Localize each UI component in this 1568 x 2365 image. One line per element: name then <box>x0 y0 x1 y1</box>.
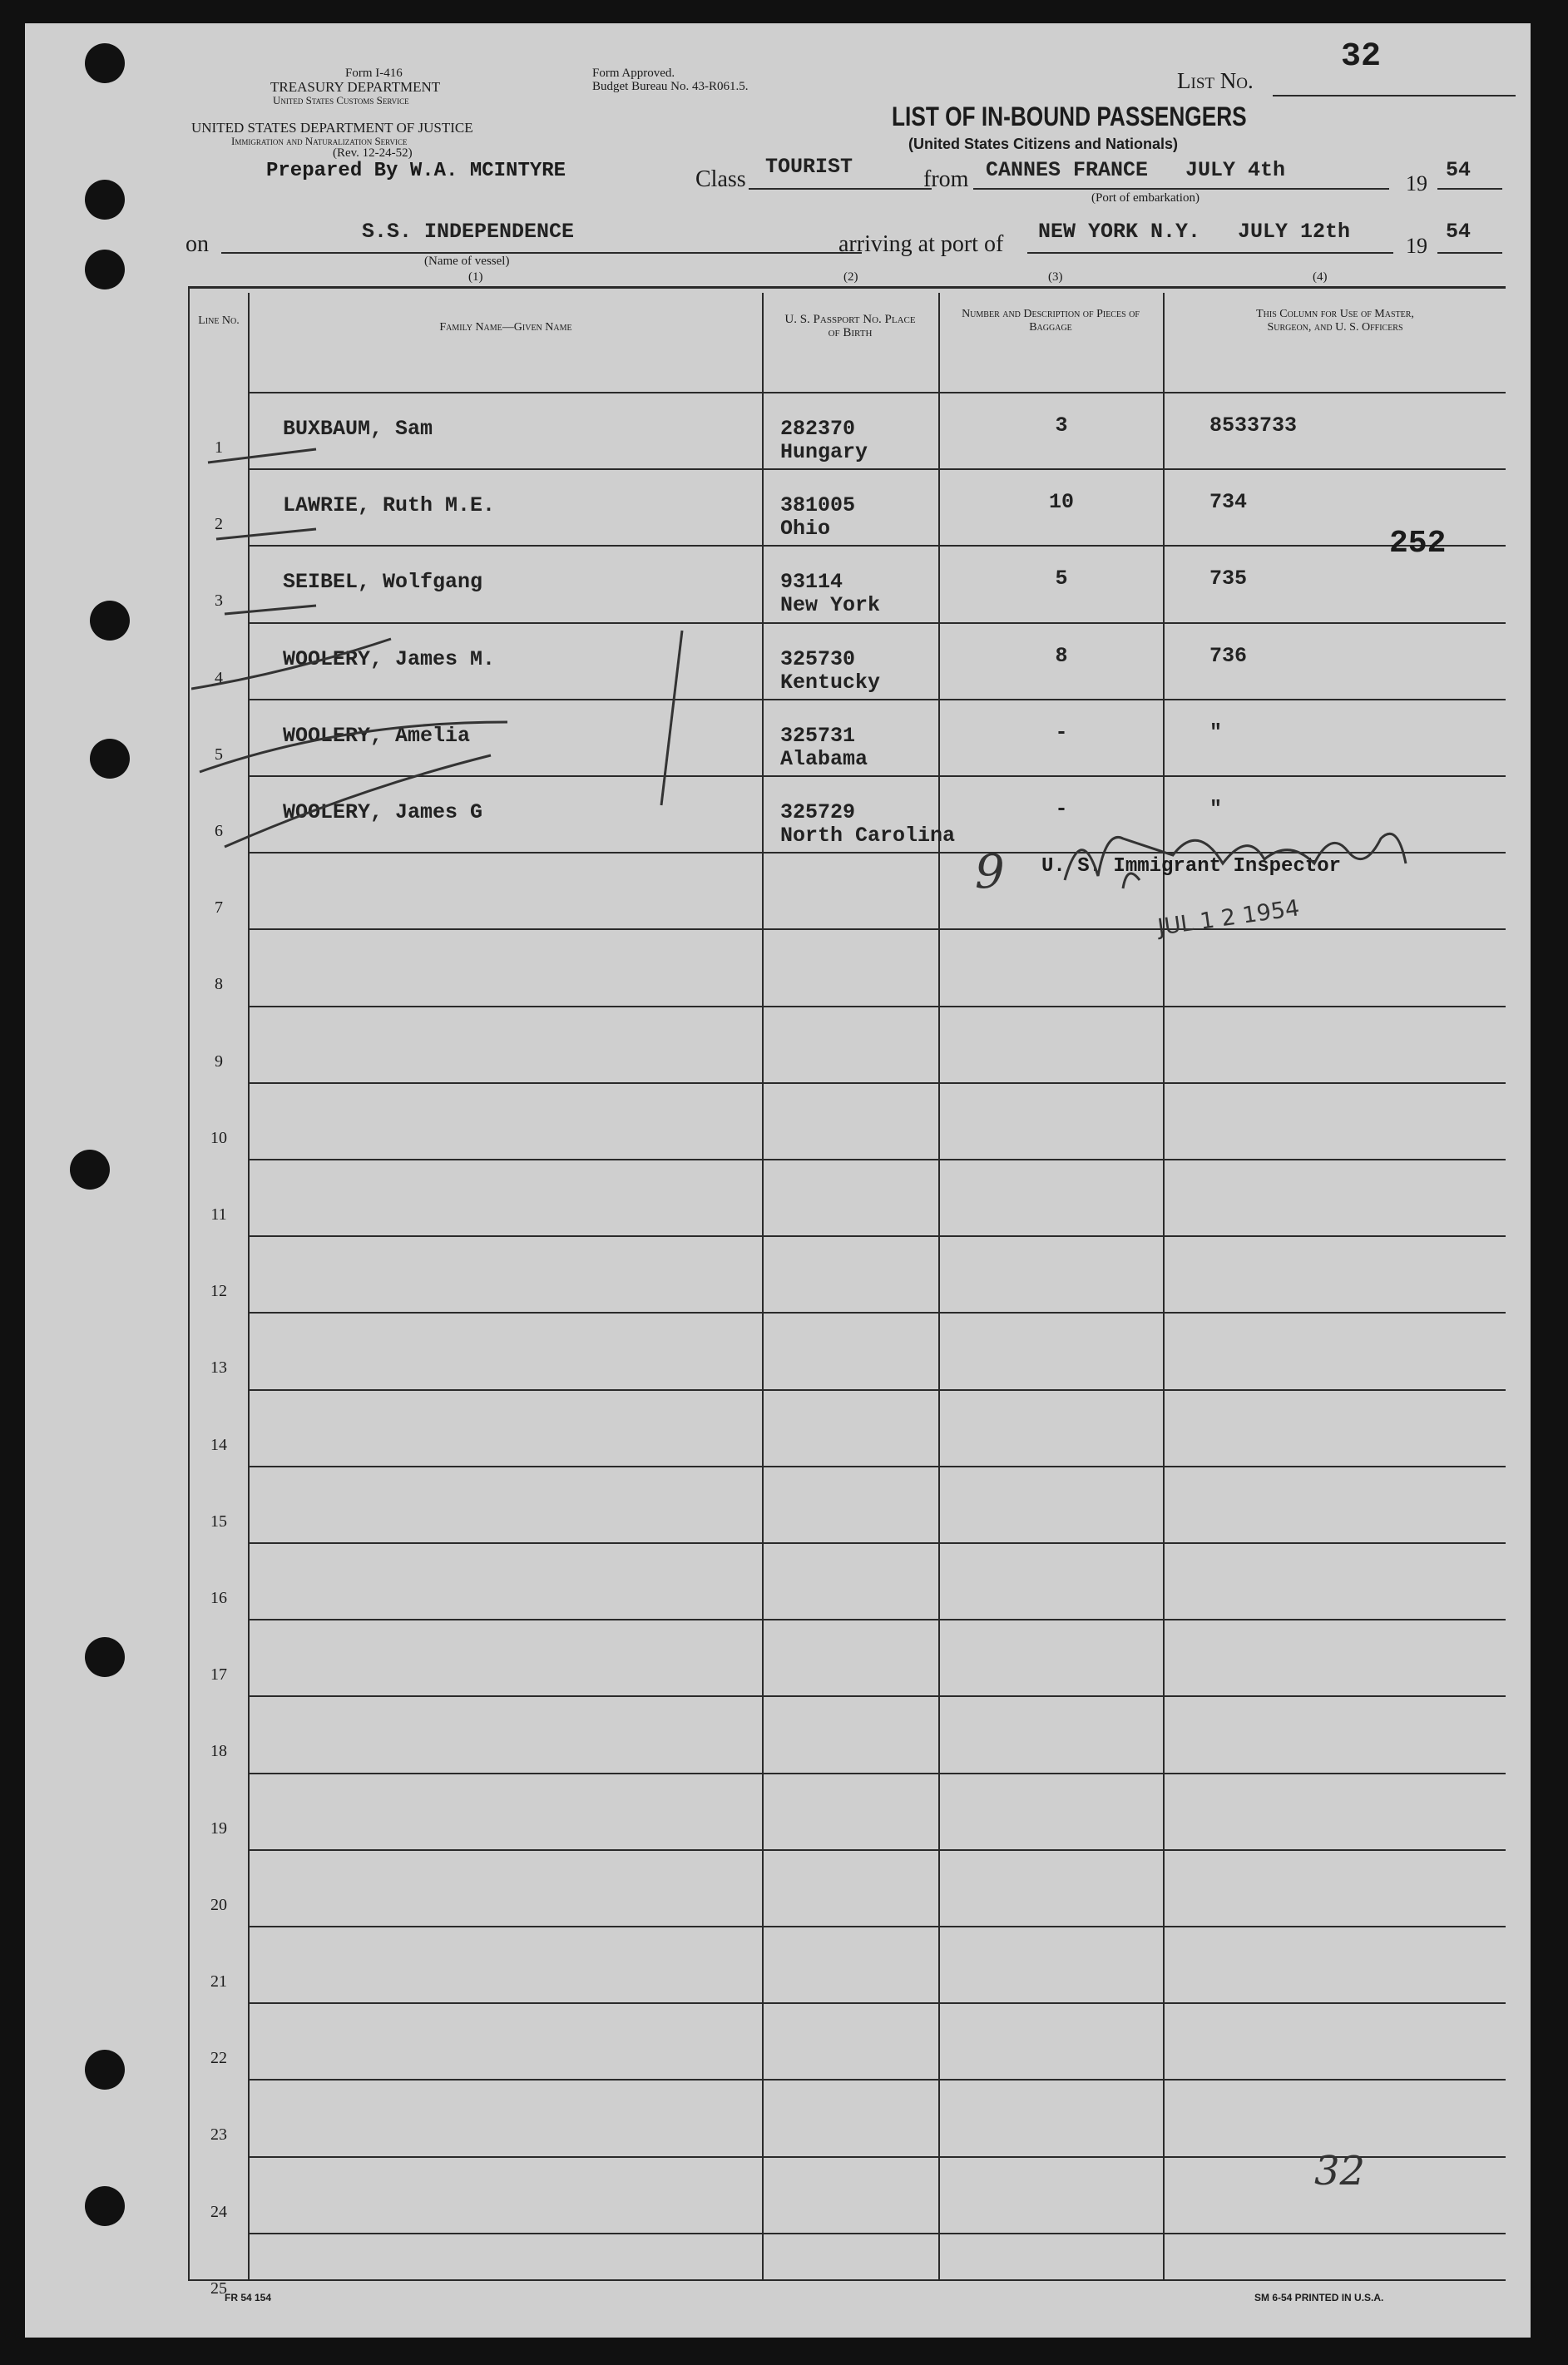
row-rule <box>250 1159 1506 1160</box>
table-left-border <box>188 286 190 2281</box>
list-no-label: List No. <box>1177 68 1254 93</box>
footer-left: FR 54 154 <box>225 2292 272 2303</box>
baggage-count: - <box>1055 720 1068 745</box>
treasury-dept: TREASURY DEPARTMENT <box>270 79 441 95</box>
line-number: 13 <box>210 1358 227 1378</box>
form-subtitle: (United States Citizens and Nationals) <box>908 136 1179 152</box>
binder-hole <box>85 2050 125 2090</box>
place-of-birth: North Carolina <box>780 824 956 848</box>
line-number: 14 <box>210 1435 227 1454</box>
document-page <box>25 23 1531 2338</box>
col-divider-3 <box>938 293 940 2281</box>
arrival-underline <box>1027 252 1393 254</box>
passport-number: 325731 <box>780 723 856 748</box>
row-rule <box>250 1082 1506 1084</box>
date-stamp: JUL 1 2 1954 <box>1155 895 1302 941</box>
line-number: 6 <box>215 822 223 840</box>
customs-service: United States Customs Service <box>273 94 409 106</box>
row-rule <box>250 1695 1506 1697</box>
arrival-port: NEW YORK N.Y. JULY 12th <box>1038 220 1351 244</box>
row-rule <box>250 928 1506 930</box>
ins-service: Immigration and Naturalization Service <box>231 135 408 147</box>
year-prefix-2: 19 <box>1406 234 1427 258</box>
vessel-name: S.S. INDEPENDENCE <box>362 220 575 244</box>
binder-hole <box>85 2186 125 2226</box>
line-number: 23 <box>210 2125 227 2145</box>
line-number: 12 <box>210 1282 227 1301</box>
handwritten-initial: 9 <box>975 845 1005 899</box>
list-no-underline <box>1273 95 1516 96</box>
prepared-by: Prepared By W.A. MCINTYRE <box>266 160 566 182</box>
form-number: Form I-416 <box>345 67 403 80</box>
class-value: TOURIST <box>765 155 853 179</box>
line-number: 17 <box>210 1665 227 1685</box>
officer-entry: 734 <box>1209 490 1248 515</box>
justice-dept: UNITED STATES DEPARTMENT OF JUSTICE <box>191 120 473 136</box>
col-number-1: (1) <box>468 270 483 284</box>
place-of-birth: Kentucky <box>780 670 881 695</box>
year-1: 54 <box>1446 158 1472 182</box>
header-baggage: Number and Description of Pieces of Baggage <box>962 308 1140 334</box>
row-rule <box>250 1542 1506 1544</box>
passenger-name: SEIBEL, Wolfgang <box>283 570 483 595</box>
line-number: 10 <box>210 1128 227 1147</box>
line-number: 20 <box>210 1895 227 1914</box>
col-number-3: (3) <box>1048 270 1063 284</box>
passport-number: 93114 <box>780 570 843 595</box>
inspector-signature <box>1048 805 1464 922</box>
row-rule <box>250 1466 1506 1467</box>
list-number: 32 <box>1341 38 1382 76</box>
class-underline <box>749 188 932 190</box>
embark-caption: (Port of embarkation) <box>1091 191 1199 205</box>
binder-hole <box>85 1637 125 1677</box>
row-rule <box>250 1389 1506 1391</box>
embarkation-value: CANNES FRANCE JULY 4th <box>986 158 1286 182</box>
table-top-border <box>188 286 1506 289</box>
line-number: 3 <box>215 591 223 611</box>
pen-check-marks <box>191 389 707 888</box>
baggage-count: 10 <box>1048 490 1074 515</box>
binder-hole <box>85 250 125 289</box>
baggage-count: 3 <box>1055 413 1068 438</box>
baggage-count: - <box>1055 797 1068 821</box>
line-number: 24 <box>210 2202 227 2221</box>
line-number: 16 <box>210 1589 227 1607</box>
officer-entry: 736 <box>1209 643 1248 668</box>
place-of-birth: Alabama <box>780 746 868 771</box>
baggage-count: 5 <box>1055 567 1068 591</box>
arriving-label: arriving at port of <box>838 231 1004 257</box>
header-officers: This Column for Use of Master, Surgeon, and U. S. Officers <box>1256 308 1414 334</box>
line-number: 22 <box>210 2049 227 2068</box>
revision: (Rev. 12-24-52) <box>333 146 413 160</box>
row-rule <box>250 1235 1506 1237</box>
embark-underline <box>973 188 1389 190</box>
binder-hole <box>90 739 130 779</box>
place-of-birth: Ohio <box>780 517 831 542</box>
place-of-birth: New York <box>780 593 881 618</box>
header-name: Family Name—Given Name <box>439 321 572 334</box>
passport-number: 381005 <box>780 493 856 518</box>
line-number: 21 <box>210 1972 227 1991</box>
line-number: 11 <box>210 1205 227 1224</box>
budget-bureau: Budget Bureau No. 43-R061.5. <box>592 80 749 93</box>
row-rule <box>250 1312 1506 1314</box>
table-bottom-border <box>188 2279 1506 2281</box>
year2-underline <box>1437 252 1502 254</box>
officer-entry: " <box>1209 797 1223 821</box>
officer-entry: 735 <box>1209 567 1248 591</box>
row-rule <box>250 1773 1506 1774</box>
row-rule <box>250 2002 1506 2004</box>
passport-number: 282370 <box>780 417 856 441</box>
col-divider-2 <box>762 293 764 2281</box>
line-number: 18 <box>210 1742 227 1761</box>
footer-right: SM 6-54 PRINTED IN U.S.A. <box>1254 2292 1384 2303</box>
binder-hole <box>85 43 125 83</box>
row-rule <box>250 2233 1506 2234</box>
vessel-underline <box>221 252 862 254</box>
year-2: 54 <box>1446 220 1472 244</box>
baggage-count: 8 <box>1055 643 1068 668</box>
line-number: 5 <box>215 745 223 764</box>
row-rule <box>250 1849 1506 1851</box>
line-number: 2 <box>215 515 223 534</box>
class-label: Class <box>695 166 746 192</box>
binder-hole <box>70 1150 110 1190</box>
handwritten-32: 32 <box>1314 2148 1366 2194</box>
line-number: 9 <box>215 1051 223 1071</box>
passenger-name: WOOLERY, James M. <box>283 646 496 671</box>
line-number: 15 <box>210 1512 227 1531</box>
row-rule <box>250 1926 1506 1927</box>
officer-entry: 8533733 <box>1209 413 1298 438</box>
binder-hole <box>90 601 130 641</box>
place-of-birth: Hungary <box>780 440 868 464</box>
row-rule <box>250 2079 1506 2081</box>
header-passport: U. S. Passport No. Place of Birth <box>784 313 916 339</box>
passenger-name: WOOLERY, James G <box>283 800 483 824</box>
year1-underline <box>1437 188 1502 190</box>
row-rule <box>250 1006 1506 1007</box>
form-approved: Form Approved. <box>592 67 675 80</box>
vessel-caption: (Name of vessel) <box>424 255 510 268</box>
header-line-no: Line No. <box>198 314 240 327</box>
officer-entry: " <box>1209 720 1223 745</box>
col-number-2: (2) <box>843 270 858 284</box>
line-number: 25 <box>210 2278 227 2298</box>
col-number-4: (4) <box>1313 270 1328 284</box>
line-number: 1 <box>215 438 223 457</box>
binder-hole <box>85 180 125 220</box>
passport-number: 325730 <box>780 646 856 671</box>
inspector-title: U. S. Immigrant Inspector <box>1041 855 1342 878</box>
form-title: LIST OF IN-BOUND PASSENGERS <box>892 101 1247 131</box>
passenger-name: WOOLERY, Amelia <box>283 723 471 748</box>
on-label: on <box>185 231 209 257</box>
line-number: 19 <box>210 1818 227 1838</box>
line-number: 4 <box>215 668 223 687</box>
from-label: from <box>923 166 969 192</box>
line-number: 8 <box>215 975 223 994</box>
number-252: 252 <box>1389 526 1447 562</box>
passenger-name: LAWRIE, Ruth M.E. <box>283 493 496 518</box>
line-number: 7 <box>215 898 223 918</box>
passenger-name: BUXBAUM, Sam <box>283 417 433 441</box>
year-prefix-1: 19 <box>1406 171 1427 195</box>
row-rule <box>250 1619 1506 1620</box>
col-divider-4 <box>1163 293 1165 2281</box>
passport-number: 325729 <box>780 800 856 824</box>
